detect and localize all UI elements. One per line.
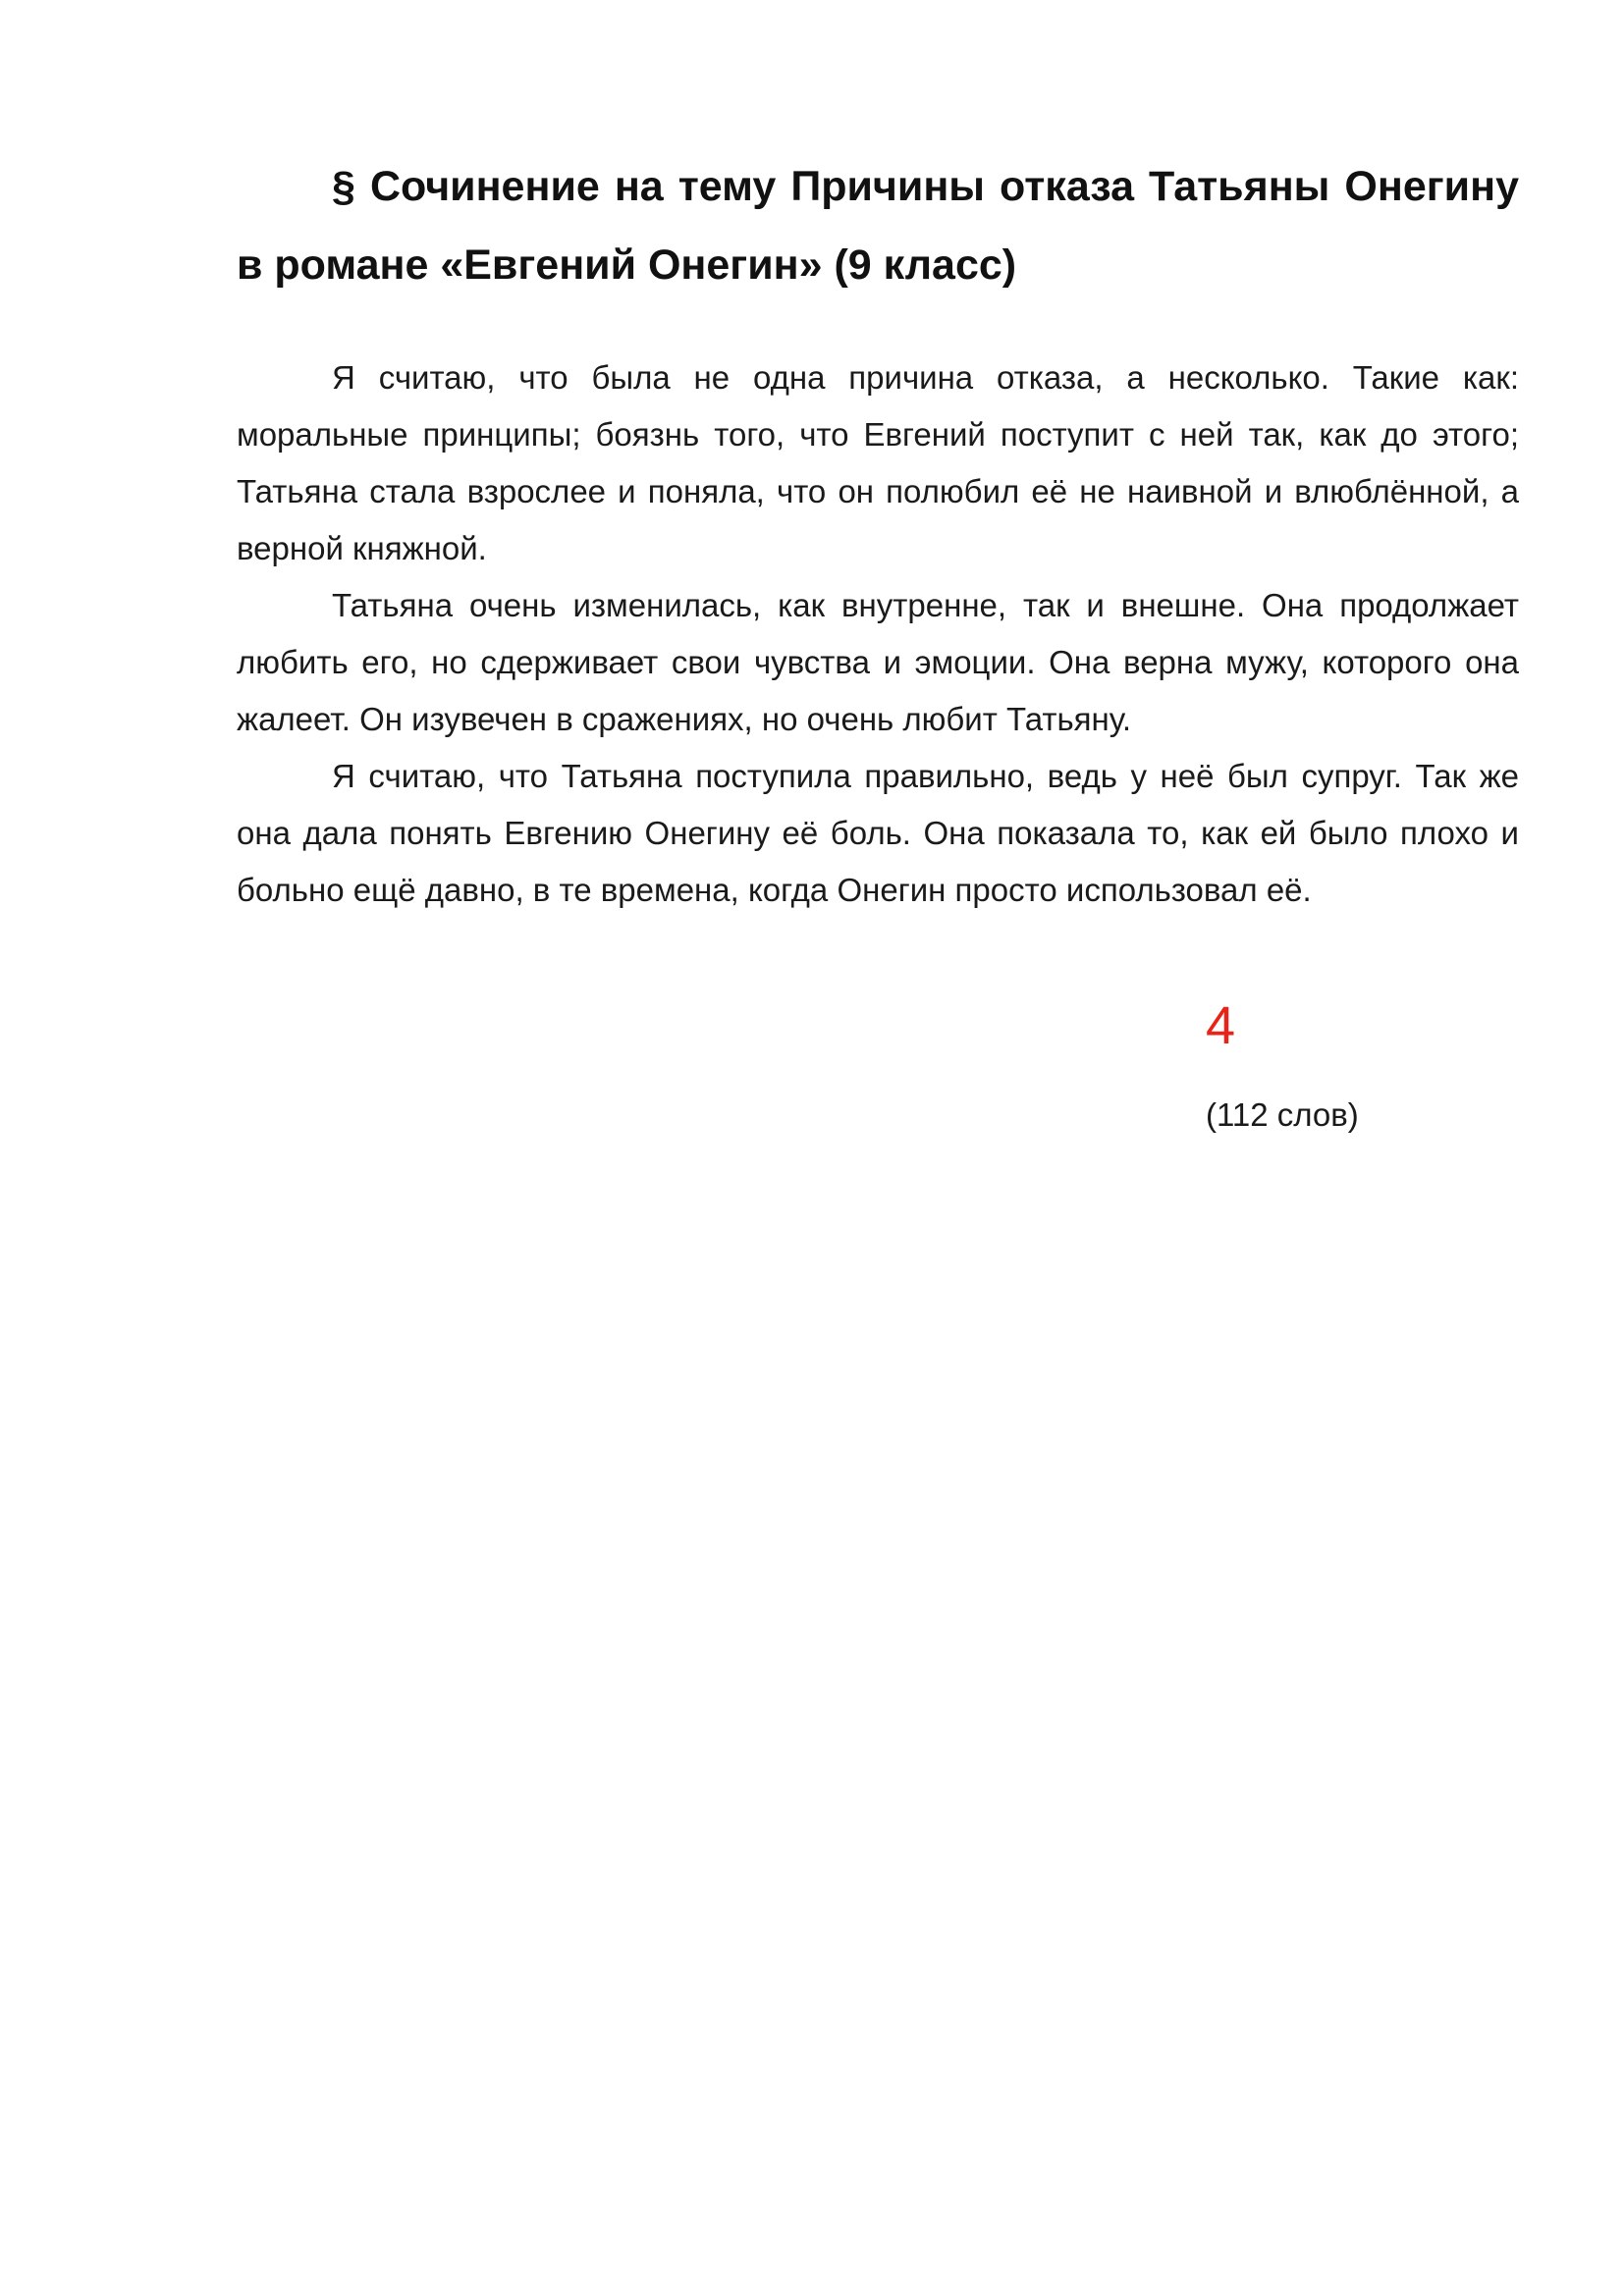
essay-paragraph-1: Я считаю, что была не одна причина отказа, а несколько. Такие как: моральные принципы; боязнь того, что Евгений поступит с ней так, как до этого; Татьяна стала взрослее и поняла, что он полюбил её не наивной и влюблённой, а верной княжной.: [237, 359, 1519, 566]
word-count: (112 слов): [1206, 1096, 1359, 1133]
document-title: § Сочинение на тему Причины отказа Татьяны Онегину в романе «Евгений Онегин» (9 класс): [237, 163, 1519, 289]
essay-body: [237, 349, 1519, 919]
essay-paragraph-2: Татьяна очень изменилась, как внутренне, так и внешне. Она продолжает любить его, но сдерживает свои чувства и эмоции. Она верна мужу, которого она жалеет. Он изувечен в сражениях, но очень любит Татьяну.: [237, 587, 1519, 737]
essay-paragraph-3: Я считаю, что Татьяна поступила правильно, ведь у неё был супруг. Так же она дала понять Евгению Онегину её боль. Она показала то, как ей было плохо и больно ещё давно, в те времена, когда Онегин просто использовал её.: [237, 758, 1519, 908]
grade-mark: 4: [1206, 996, 1236, 1055]
document-content: [237, 147, 1519, 919]
